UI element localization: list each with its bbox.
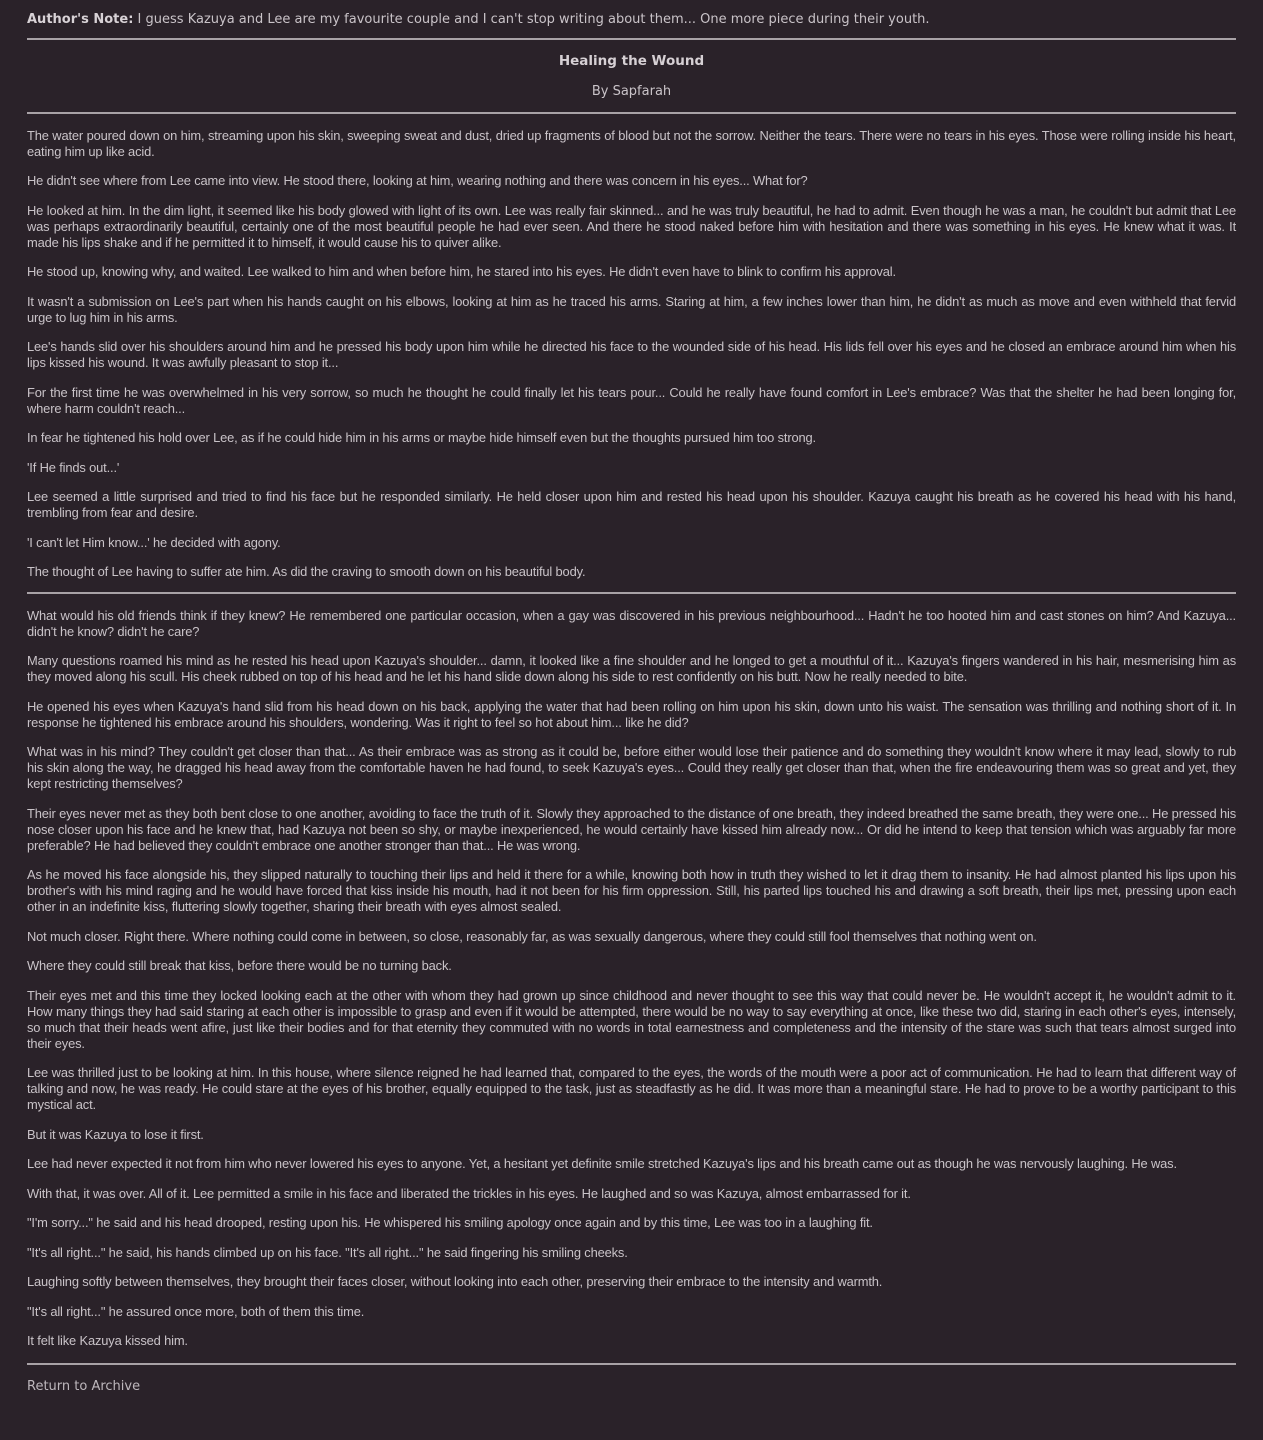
story-paragraph: He looked at him. In the dim light, it seemed like his body glowed with light of its own. Lee was really fair skinned... and he was truly beautiful, he had to admit. Even though he was a man, he couldn't but admit that Lee was perhaps extraordinarily beautiful, certainly one of the most beautiful people he had ever seen. And there he stood naked before him with hesitation and there was something in his eyes. He knew what it was. It made his lips shake and if he permitted it to himself, it would cause his to quiver alike.	[27, 202, 1236, 250]
story-paragraph: But it was Kazuya to lose it first.	[27, 1126, 204, 1142]
story-paragraph: "It's all right..." he said, his hands climbed up on his face. "It's all right..." he said fingering his smiling cheeks.	[27, 1244, 628, 1260]
story-paragraph: What would his old friends think if they knew? He remembered one particular occasion, when a gay was discovered in his previous neighbourhood... Hadn't he too hooted him and cast stones on him? And Kazuya... didn't he know? didn't he care?	[27, 607, 1236, 639]
divider	[27, 112, 1236, 114]
story-paragraph: It wasn't a submission on Lee's part when his hands caught on his elbows, looking at him as he traced his arms. Staring at him, a few inches lower than him, he didn't as much as move and even withheld that fervid urge to lug him in his arms.	[27, 293, 1236, 325]
story-paragraph: Lee had never expected it not from him who never lowered his eyes to anyone. Yet, a hesitant yet definite smile stretched Kazuya's lips and his breath came out as though he was nervously laughing. He was.	[27, 1156, 1177, 1171]
story-paragraph: "I'm sorry..." he said and his head drooped, resting upon his. He whispered his smiling apology once again and by this time, Lee was too in a laughing fit.	[27, 1215, 873, 1230]
story-paragraph: "It's all right..." he assured once more, both of them this time.	[27, 1303, 365, 1319]
story-paragraph: Lee seemed a little surprised and tried to find his face but he responded similarly. He held closer upon him and rested his head upon his shoulder. Kazuya caught his breath as he covered his head with his hand, trembling from fear and desire.	[27, 489, 1236, 520]
story-paragraph: 'I can't let Him know...' he decided with agony.	[27, 534, 281, 550]
section-divider	[27, 592, 1236, 594]
story-paragraph: He stood up, knowing why, and waited. Lee walked to him and when before him, he stared into his eyes. He didn't even have to blink to confirm his approval.	[27, 264, 896, 279]
story-paragraph: With that, it was over. All of it. Lee permitted a smile in his face and liberated the trickles in his eyes. He laughed and so was Kazuya, almost embarrassed for it.	[27, 1185, 911, 1201]
story-paragraph: The thought of Lee having to suffer ate him. As did the craving to smooth down on his beautiful body.	[27, 564, 586, 579]
story-paragraph: Lee's hands slid over his shoulders around him and he pressed his body upon him while he directed his face to the wounded side of his head. His lids fell over his eyes and he closed an embrace around him when his lips kissed his wound. It was awfully pleasant to stop it...	[27, 339, 1236, 370]
story-paragraph: For the first time he was overwhelmed in his very sorrow, so much he thought he could finally let his tears pour... Could he really have found comfort in Lee's embrace? Was that the shelter he had been longing for, where harm couldn't reach...	[27, 384, 1236, 416]
story-paragraph: Lee was thrilled just to be looking at him. In this house, where silence reigned he had learned that, compared to the eyes, the words of the mouth were a poor act of communication. He had to learn that different way of talking and now, he was ready. He could stare at the eyes of his brother, equally equipped to the task, just as steadfastly as he did. It was more than a meaningful stare. He had to prove to be a worthy participant to this mystical act.	[27, 1065, 1236, 1112]
divider	[27, 38, 1236, 40]
story-paragraph: Where they could still break that kiss, before there would be no turning back.	[27, 958, 452, 973]
story-paragraph: Not much closer. Right there. Where nothing could come in between, so close, reasonably far, as was sexually dangerous, where they could still fool themselves that nothing went on.	[27, 928, 1037, 944]
story-paragraph: Many questions roamed his mind as he rested his head upon Kazuya's shoulder... damn, it looked like a fine shoulder and he longed to get a mouthful of it... Kazuya's fingers wandered in his hair, mesmerising him as they moved along his scull. His cheek rubbed on top of his head and he let his hand slide down along his side to rest confidently on his butt. Now he really needed to bite.	[27, 653, 1236, 684]
story-paragraph: He opened his eyes when Kazuya's hand slid from his head down on his back, applying the water that had been rolling on him upon his skin, down unto his waist. The sensation was thrilling and nothing short of it. In response he tightened his embrace around his shoulders, wondering. Was it right to feel so hot about him... like he did?	[27, 698, 1236, 730]
authors-note-label: Author's Note:	[27, 12, 134, 27]
story-paragraph: Their eyes never met as they both bent close to one another, avoiding to face the truth of it. Slowly they approached to the distance of one breath, they indeed breathed the same breath, they were one... He pressed his nose closer upon his face and he knew that, had Kazuya not been so shy, or maybe inexperienced, he would certainly have kissed him already now... Or did he intend to keep that tension which was arguably far more preferable? He had believed they couldn't embrace one another stronger than that... He was wrong.	[27, 805, 1236, 853]
story-paragraph: What was in his mind? They couldn't get closer than that... As their embrace was as strong as it could be, before either would lose their patience and do something they wouldn't know where it may lead, slowly to rub his skin along the way, he dragged his head away from the comfortable haven he had found, to seek Kazuya's eyes... Could they really get closer than that, when the fire endeavouring them was so great and yet, they kept restricting themselves?	[27, 744, 1236, 791]
divider	[27, 1363, 1236, 1365]
story-paragraph: As he moved his face alongside his, they slipped naturally to touching their lips and held it there for a while, knowing both how in truth they wished to let it drag them to insanity. He had almost planted his lips upon his brother's with his mind raging and he would have forced that kiss inside his mouth, had it not been for his firm oppression. Still, his parted lips touched his and drawing a soft breath, their lips met, pressing upon each other in an indefinite kiss, fluttering slowly together, sharing their breath with eyes almost sealed.	[27, 867, 1236, 914]
story-paragraph: The water poured down on him, streaming upon his skin, sweeping sweat and dust, dried up fragments of blood but not the sorrow. Neither the tears. There were no tears in his eyes. Those were rolling inside his heart, eating him up like acid.	[27, 127, 1236, 159]
story-byline: By Sapfarah	[591, 84, 672, 99]
story-part-1	[27, 128, 1236, 581]
story-paragraph: Laughing softly between themselves, they brought their faces closer, without looking into each other, preserving their embrace to the intensity and warmth.	[27, 1274, 883, 1289]
authors-note	[27, 0, 1236, 29]
story-title: Healing the Wound	[558, 53, 705, 69]
story-paragraph: He didn't see where from Lee came into view. He stood there, looking at him, wearing nothing and there was concern in his eyes... What for?	[27, 173, 808, 188]
story-paragraph: 'If He finds out...'	[27, 459, 120, 475]
return-to-archive-link[interactable]: Return to Archive	[27, 1379, 141, 1394]
story-page	[27, 0, 1236, 1395]
story-paragraph: In fear he tightened his hold over Lee, as if he could hide him in his arms or maybe hide himself even but the thoughts pursued him too strong.	[27, 430, 816, 445]
authors-note-text: I guess Kazuya and Lee are my favourite couple and I can't stop writing about them... One more piece during their youth.	[133, 12, 930, 27]
story-paragraph: It felt like Kazuya kissed him.	[27, 1333, 188, 1348]
story-paragraph: Their eyes met and this time they locked looking each at the other with whom they had grown up since childhood and never thought to see this way that could never be. He wouldn't accept it, he wouldn't admit to it. How many things they had said staring at each other is impossible to grasp and even if it would be attempted, there would be no way to say everything at once, like these two did, staring in each other's eyes, intensely, so much that their heads went afire, just like their bodies and for that eternity they commuted with no words in total earnestness and completeness and the intensity of the stare was such that tears almost surged into their eyes.	[27, 987, 1236, 1051]
story-part-2	[27, 608, 1236, 1350]
